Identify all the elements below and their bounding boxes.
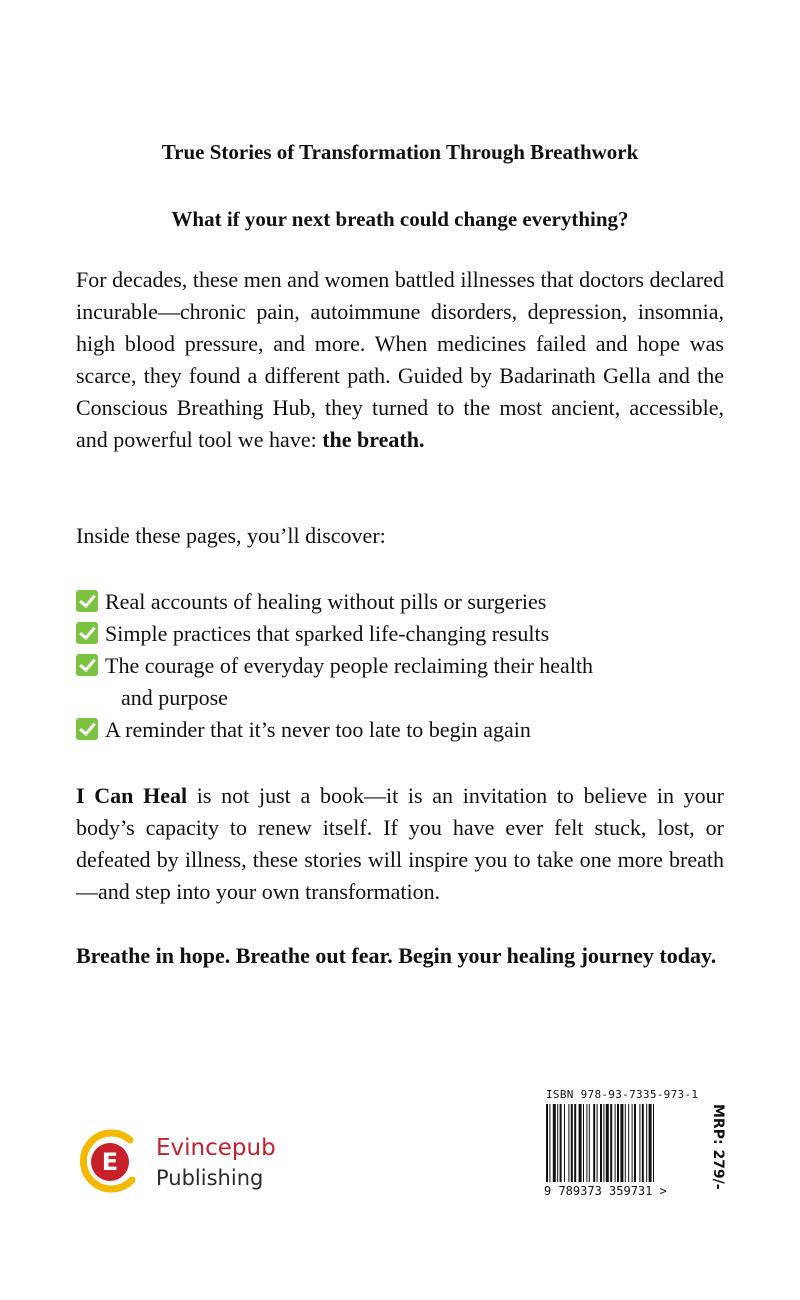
barcode-bar [646,1104,647,1182]
checklist-intro [76,520,724,552]
description-emphasis: the breath. [322,427,425,452]
barcode-bar [564,1104,565,1182]
barcode-bar [597,1104,598,1182]
barcode-bar [553,1104,556,1182]
barcode-bar [649,1104,652,1182]
book-title: I Can Heal [76,783,188,808]
publisher-subtitle: Publishing [156,1166,264,1190]
publisher-logo-icon [76,1128,144,1196]
isbn-barcode [542,1088,728,1200]
barcode-bar [639,1104,640,1182]
check-mark-button-icon [76,718,98,740]
barcode-bar [589,1104,590,1182]
barcode-bar [642,1104,644,1182]
isbn-number: ISBN 978-93-7335-973-1 [546,1088,699,1101]
barcode-bar [600,1104,602,1182]
barcode-bar [549,1104,550,1182]
check-mark-button-icon [76,590,98,612]
barcode-bar [568,1104,569,1182]
barcode-bar [603,1104,604,1182]
barcode-bar [583,1104,584,1182]
checklist-item-text: Real accounts of healing without pills or surgeries [105,589,547,614]
barcode-bar [557,1104,558,1182]
barcode-bar [586,1104,587,1182]
barcode-digits: 9 789373 359731 > [544,1184,667,1198]
price-label: MRP: 279/- [710,1104,726,1190]
checklist-item [76,586,736,618]
check-mark-button-icon [76,622,98,644]
barcode-bar [617,1104,619,1182]
barcode-bar [610,1104,612,1182]
publisher-logo [76,1128,296,1198]
checklist-item [76,650,736,714]
barcode-bar [579,1104,582,1182]
barcode-bar [632,1104,633,1182]
book-pitch-paragraph [76,780,724,908]
barcode-bar [560,1104,562,1182]
barcode-bar [634,1104,636,1182]
book-pitch-text: is not just a book—it is an invitation to believe in your body’s capacity to renew itself. If you have ever felt stuck, lost, or defeated by illness, these stories will inspire you to take one more breath—and step into your own transformation. [76,783,724,904]
checklist-item [76,618,736,650]
barcode-bar [625,1104,626,1182]
barcode-bar [653,1104,654,1182]
subtitle: True Stories of Transformation Through Breathwork [161,140,639,164]
checklist-intro-text: Inside these pages, you’ll discover: [76,523,386,548]
tagline-question: What if your next breath could change everything? [171,207,629,231]
barcode-bar [620,1104,623,1182]
closing-text: Breathe in hope. Breathe out fear. Begin your healing journey today. [76,943,717,968]
barcode-bars [546,1104,696,1182]
checklist-item-text: Simple practices that sparked life-changing results [105,621,550,646]
publisher-name: Evincepub [156,1135,276,1161]
checklist [76,586,736,746]
checklist-item-text: A reminder that it’s never too late to begin again [105,717,531,742]
barcode-bar [628,1104,629,1182]
barcode-bar [615,1104,616,1182]
closing-line [76,940,724,972]
description-text: For decades, these men and women battled illnesses that doctors declared incurable—chronic pain, autoimmune disorders, depression, insomnia, high blood pressure, and more. When medicines failed and hope was scarce, they found a different path. Guided by Badarinath Gella and the Conscious Breathing Hub, they turned to the most ancient, accessible, and powerful tool we have: [76,267,724,452]
checklist-item-continuation: and purpose [121,685,228,710]
barcode-bar [571,1104,573,1182]
checklist-item [76,714,736,746]
barcode-bar [574,1104,576,1182]
barcode-bar [593,1104,595,1182]
barcode-bar [546,1104,548,1182]
checklist-item-text: The courage of everyday people reclaiming their health and purpose [105,650,736,714]
logo-letter: E [101,1148,119,1176]
check-mark-button-icon [76,654,98,676]
barcode-bar [606,1104,609,1182]
description-paragraph [76,264,724,456]
